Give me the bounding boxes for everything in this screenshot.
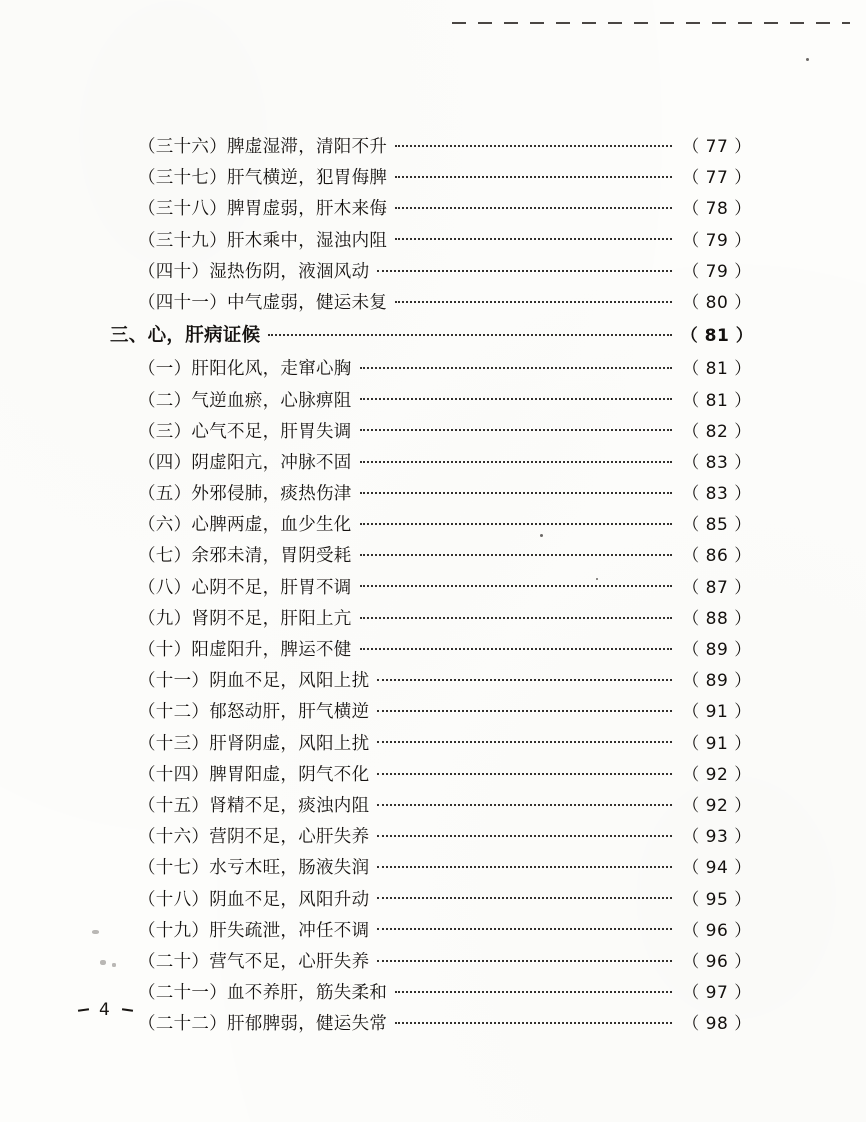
- toc-entry[interactable]: [110, 666, 756, 697]
- toc-entry-label: （四十）湿热伤阴，液涸风动: [138, 261, 370, 282]
- toc-entry[interactable]: [110, 697, 756, 728]
- toc-leader-dots: [360, 544, 672, 562]
- toc-entry[interactable]: [110, 822, 756, 853]
- toc-entry[interactable]: [110, 978, 756, 1009]
- toc-entry-page: （ 81 ）: [682, 359, 752, 380]
- toc-section-heading[interactable]: [110, 321, 756, 352]
- toc-entry-page: （ 93 ）: [682, 827, 752, 848]
- toc-leader-dots: [377, 949, 672, 967]
- toc-leader-dots: [395, 290, 672, 308]
- toc-leader-dots: [360, 388, 672, 406]
- toc-entry-label: （三十六）脾虚湿滞，清阳不升: [138, 137, 388, 157]
- toc-leader-dots: [377, 793, 672, 811]
- toc-leader-dots: [377, 762, 672, 780]
- toc-entry-page: （ 89 ）: [682, 640, 752, 660]
- toc-entry-page: （ 97 ）: [682, 983, 752, 1004]
- toc-entry-page: （ 89 ）: [682, 671, 752, 692]
- toc-leader-dots: [360, 575, 672, 593]
- toc-leader-dots: [395, 981, 672, 999]
- toc-leader-dots: [360, 482, 672, 500]
- toc-entry[interactable]: [110, 132, 756, 163]
- table-of-contents: [110, 132, 756, 1040]
- toc-entry-label: （十二）郁怒动肝，肝气横逆: [138, 702, 370, 723]
- toc-entry-label: （十七）水亏木旺，肠液失润: [138, 858, 370, 879]
- toc-entry[interactable]: [110, 635, 756, 666]
- toc-entry-page: （ 85 ）: [682, 515, 752, 536]
- toc-entry[interactable]: [110, 604, 756, 635]
- toc-leader-dots: [377, 856, 672, 874]
- toc-leader-dots: [377, 825, 672, 843]
- toc-entry[interactable]: [110, 226, 756, 257]
- toc-entry-label: （三十九）肝木乘中，湿浊内阻: [138, 230, 388, 251]
- toc-entry-label: （二十一）血不养肝，筋失柔和: [138, 983, 388, 1004]
- toc-leader-dots: [360, 513, 672, 531]
- toc-entry-label: （八）心阴不足，肝胃不调: [138, 577, 352, 598]
- toc-entry-page: （ 79 ）: [682, 230, 752, 251]
- toc-entry-page: （ 83 ）: [682, 452, 752, 473]
- toc-entry[interactable]: [110, 573, 756, 604]
- toc-leader-dots: [395, 228, 672, 246]
- toc-entry[interactable]: [110, 386, 756, 417]
- toc-entry-label: （十六）营阴不足，心肝失养: [138, 827, 370, 848]
- toc-entry-page: （ 82 ）: [682, 421, 752, 442]
- toc-leader-dots: [395, 166, 672, 184]
- toc-entry[interactable]: [110, 417, 756, 448]
- toc-leader-dots: [360, 357, 672, 375]
- toc-entry-label: （十三）肝肾阴虚，风阳上扰: [138, 733, 370, 754]
- toc-entry-label: （九）肾阴不足，肝阳上亢: [138, 608, 352, 629]
- toc-entry[interactable]: [110, 541, 756, 572]
- toc-entry-page: （ 96 ）: [682, 951, 752, 972]
- toc-entry-label: （四十一）中气虚弱，健运未复: [138, 292, 388, 313]
- toc-entry-label: （二十二）肝郁脾弱，健运失常: [138, 1014, 388, 1035]
- toc-entry-label: （四）阴虚阳亢，冲脉不固: [138, 452, 352, 473]
- toc-entry[interactable]: [110, 354, 756, 385]
- toc-leader-dots: [377, 887, 672, 905]
- toc-leader-dots: [377, 918, 672, 936]
- toc-entry[interactable]: [110, 479, 756, 510]
- toc-entry[interactable]: [110, 916, 756, 947]
- toc-section-page: （ 81 ）: [680, 326, 754, 347]
- toc-leader-dots: [360, 450, 672, 468]
- toc-entry-label: （五）外邪侵肺，痰热伤津: [138, 484, 352, 505]
- toc-leader-dots: [377, 731, 672, 749]
- scan-dashed-artifact: [452, 22, 850, 24]
- toc-entry-label: （十）阳虚阳升，脾运不健: [138, 640, 352, 660]
- toc-leader-dots: [268, 323, 672, 342]
- toc-entry-page: （ 81 ）: [682, 390, 752, 411]
- toc-entry-label: （二十）营气不足，心肝失养: [138, 951, 370, 972]
- toc-entry-page: （ 87 ）: [682, 577, 752, 598]
- toc-entry-page: （ 78 ）: [682, 199, 752, 220]
- toc-entry[interactable]: [110, 1009, 756, 1040]
- toc-entry[interactable]: [110, 288, 756, 319]
- folio-dash-right-icon: [122, 1008, 133, 1012]
- toc-entry-page: （ 98 ）: [682, 1014, 752, 1035]
- toc-entry-label: （三）心气不足，肝胃失调: [138, 421, 352, 442]
- toc-entry-label: （六）心脾两虚，血少生化: [138, 515, 352, 536]
- toc-entry[interactable]: [110, 448, 756, 479]
- toc-entry-page: （ 77 ）: [682, 137, 752, 157]
- toc-entry[interactable]: [110, 853, 756, 884]
- toc-entry-page: （ 77 ）: [682, 168, 752, 189]
- toc-leader-dots: [377, 259, 672, 277]
- toc-entry-page: （ 86 ）: [682, 546, 752, 567]
- toc-leader-dots: [395, 1012, 672, 1030]
- toc-entry-label: （十一）阴血不足，风阳上扰: [138, 671, 370, 692]
- toc-leader-dots: [395, 197, 672, 215]
- toc-entry-page: （ 94 ）: [682, 858, 752, 879]
- toc-entry[interactable]: [110, 729, 756, 760]
- scan-blotch: [100, 960, 106, 965]
- toc-entry-page: （ 95 ）: [682, 889, 752, 910]
- toc-entry-page: （ 88 ）: [682, 608, 752, 629]
- toc-entry[interactable]: [110, 257, 756, 288]
- toc-entry-label: （十八）阴血不足，风阳升动: [138, 889, 370, 910]
- toc-entry[interactable]: [110, 510, 756, 541]
- toc-entry[interactable]: [110, 791, 756, 822]
- toc-entry[interactable]: [110, 760, 756, 791]
- folio-number: 4: [99, 1000, 112, 1020]
- toc-entry-page: （ 83 ）: [682, 484, 752, 505]
- toc-entry-label: （一）肝阳化风，走窜心胸: [138, 359, 352, 380]
- toc-entry-label: （十九）肝失疏泄，冲任不调: [138, 920, 370, 941]
- toc-section-label: 三、心，肝病证候: [110, 325, 261, 347]
- scan-blotch: [92, 930, 99, 934]
- toc-entry-label: （十五）肾精不足，痰浊内阻: [138, 795, 370, 816]
- toc-entry-page: （ 91 ）: [682, 702, 752, 723]
- toc-entry-label: （十四）脾胃阳虚，阴气不化: [138, 764, 370, 785]
- toc-entry-page: （ 80 ）: [682, 292, 752, 313]
- toc-entry-page: （ 96 ）: [682, 920, 752, 941]
- toc-entry-page: （ 92 ）: [682, 764, 752, 785]
- toc-entry[interactable]: [110, 163, 756, 194]
- toc-entry-label: （三十八）脾胃虚弱，肝木来侮: [138, 199, 388, 220]
- toc-entry-page: （ 92 ）: [682, 795, 752, 816]
- toc-entry-label: （二）气逆血瘀，心脉痹阻: [138, 390, 352, 411]
- toc-entry-page: （ 91 ）: [682, 733, 752, 754]
- toc-leader-dots: [377, 700, 672, 718]
- toc-leader-dots: [395, 135, 672, 153]
- toc-leader-dots: [360, 606, 672, 624]
- toc-entry[interactable]: [110, 885, 756, 916]
- toc-leader-dots: [360, 419, 672, 437]
- folio-dash-left-icon: [78, 1008, 89, 1012]
- toc-entry[interactable]: [110, 947, 756, 978]
- toc-entry-page: （ 79 ）: [682, 261, 752, 282]
- toc-leader-dots: [360, 638, 672, 656]
- toc-entry-label: （七）余邪未清，胃阴受耗: [138, 546, 352, 567]
- toc-leader-dots: [377, 669, 672, 687]
- scan-speck: [806, 58, 809, 61]
- page-folio: [78, 1000, 133, 1020]
- toc-entry-label: （三十七）肝气横逆，犯胃侮脾: [138, 168, 388, 189]
- toc-entry[interactable]: [110, 194, 756, 225]
